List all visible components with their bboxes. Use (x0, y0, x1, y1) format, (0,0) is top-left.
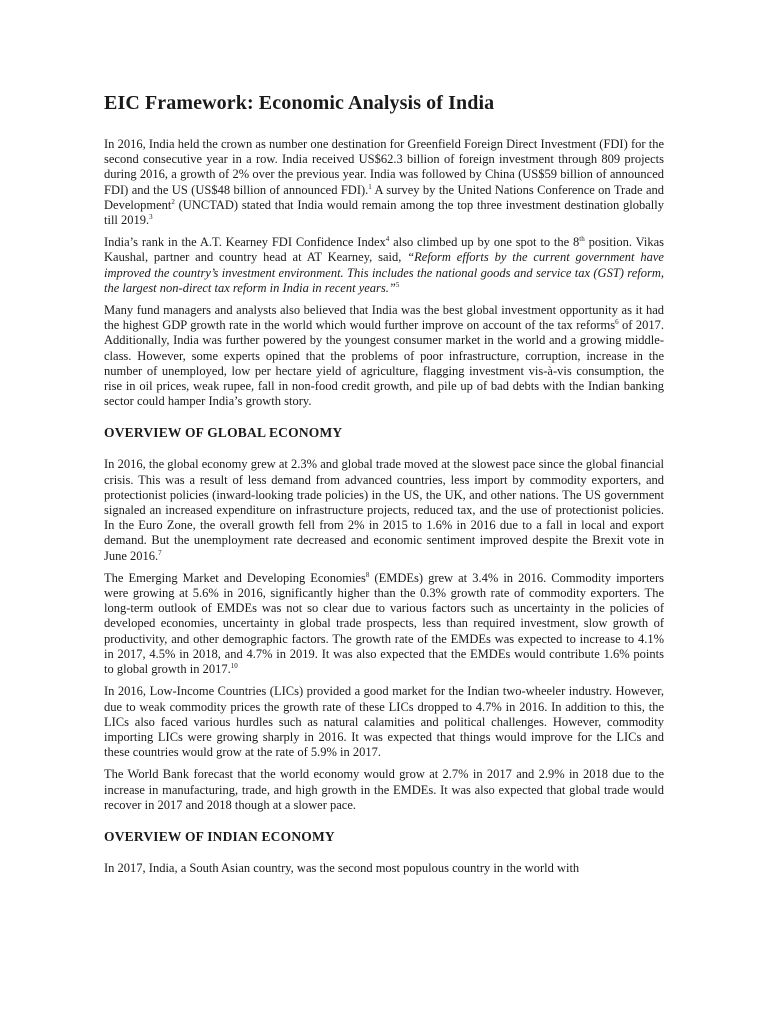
footnote-ref: 4 (385, 235, 390, 244)
footnote-ref: 5 (395, 280, 400, 289)
global-paragraph-2 (104, 571, 664, 677)
footnote-ref: 1 (368, 182, 372, 191)
global-paragraph-4: The World Bank forecast that the world economy would grow at 2.7% in 2017 and 2.9% in 2018 due to the increase in manufacturing, trade, and high growth in the EMDEs. It was also expected that global trade would recover in 2017 and 2018 though at a slower pace. (104, 767, 664, 812)
intro-paragraph-2 (104, 235, 664, 296)
section-heading-global: OVERVIEW OF GLOBAL ECONOMY (104, 425, 343, 441)
section-heading-india: OVERVIEW OF INDIAN ECONOMY (104, 828, 335, 844)
quote-text: “Reform efforts by the current government have improved the country’s investment environment. This includes the national goods and service tax (GST) reform, the largest non-direct tax reform in India in recent years.” (104, 250, 664, 295)
text-run: position. Vikas Kaushal, partner and country head at AT Kearney, said, (104, 235, 664, 265)
intro-paragraph-1 (104, 137, 664, 228)
footnote-ref: 10 (230, 661, 238, 670)
global-paragraph-3: In 2016, Low-Income Countries (LICs) provided a good market for the Indian two-wheeler industry. However, due to weak commodity prices the growth rate of these LICs dropped to 4.7% in 2016. In addition to this, the LICs also faced various hurdles such as natural calamities and political challenges. However, commodity importing LICs were growing sharply in 2016. It was expected that things would improve for the LICs and these countries would grow at the rate of 5.9% in 2017. (104, 684, 664, 760)
global-paragraph-1 (104, 457, 664, 563)
footnote-ref: 7 (158, 548, 162, 557)
text-run: In 2016, the global economy grew at 2.3% and global trade moved at the slowest pace since the global financial crisis. This was a result of less demand from advanced countries, less import by commodity exporters, and protectionist policies (inward-looking trade policies) in the US, the UK, and other nations. The US government signaled an increased expenditure on infrastructure projects, reduced tax, and the use of protectionist policies. In the Euro Zone, the overall growth fell from 2% in 2015 to 1.6% in 2016 due to a fall in local and export demand. But the unemployment rate decreased and economic sentiment improved despite the Brexit vote in June 2016. (104, 457, 664, 563)
ordinal-suffix: th (579, 235, 585, 244)
text-run: In 2016, India held the crown as number one destination for Greenfield Foreign Direct Investment (FDI) for the second consecutive year in a row. India received US$62.3 billion of foreign investment through 809 projects during 2016, a growth of 2% over the previous year. India was followed by China (US$59 billion of announced FDI) and the US (US$48 billion of announced FDI). (104, 137, 664, 197)
text-run: (UNCTAD) stated that India would remain among the top three investment destination globally till 2019. (104, 197, 664, 228)
text-run: India’s rank in the A.T. Kearney FDI Confidence Index (104, 235, 386, 250)
text-run: also climbed up by one spot to the 8 (389, 235, 580, 250)
footnote-ref: 3 (149, 212, 153, 221)
text-run: A survey by the United Nations Conference on Trade and Development (104, 182, 664, 212)
india-paragraph-1: In 2017, India, a South Asian country, was the second most populous country in the world with (104, 860, 580, 875)
text-run: (EMDEs) grew at 3.4% in 2016. Commodity importers were growing at 5.6% in 2016, significantly higher than the 0.3% growth rate of commodity exporters. The long-term outlook of EMDEs was not so clear due to various factors such as uncertainty in the policies of developed economies, uncertainty in global trade prospects, less than required investment, slow growth of productivity, and other demographic factors. The growth rate of the EMDEs was expected to increase to 4.1% in 2017, 4.5% in 2018, and 4.7% in 2019. It was also expected that the EMDEs would contribute 1.6% points to global growth in 2017. (104, 570, 664, 677)
text-run: of 2017. Additionally, India was further powered by the youngest consumer market in the world and a growing middle-class. However, some experts opined that the problems of poor infrastructure, corruption, increase in the number of unemployed, low per hectare yield of agriculture, flagging investment vis-à-vis consumption, the rise in oil prices, weak rupee, fall in non-food credit growth, and pile up of bad debts with the Indian banking sector could hamper India’s growth story. (104, 318, 664, 409)
footnote-ref: 6 (615, 318, 619, 327)
intro-paragraph-3 (104, 303, 664, 409)
text-run: The Emerging Market and Developing Economies (104, 570, 366, 585)
footnote-ref: 2 (171, 197, 175, 206)
footnote-ref: 8 (365, 570, 370, 579)
text-run: Many fund managers and analysts also believed that India was the best global investment opportunity as it had the highest GDP growth rate in the world which would further improve on account of the tax reforms (104, 303, 664, 333)
document-title: EIC Framework: Economic Analysis of India (104, 92, 495, 114)
